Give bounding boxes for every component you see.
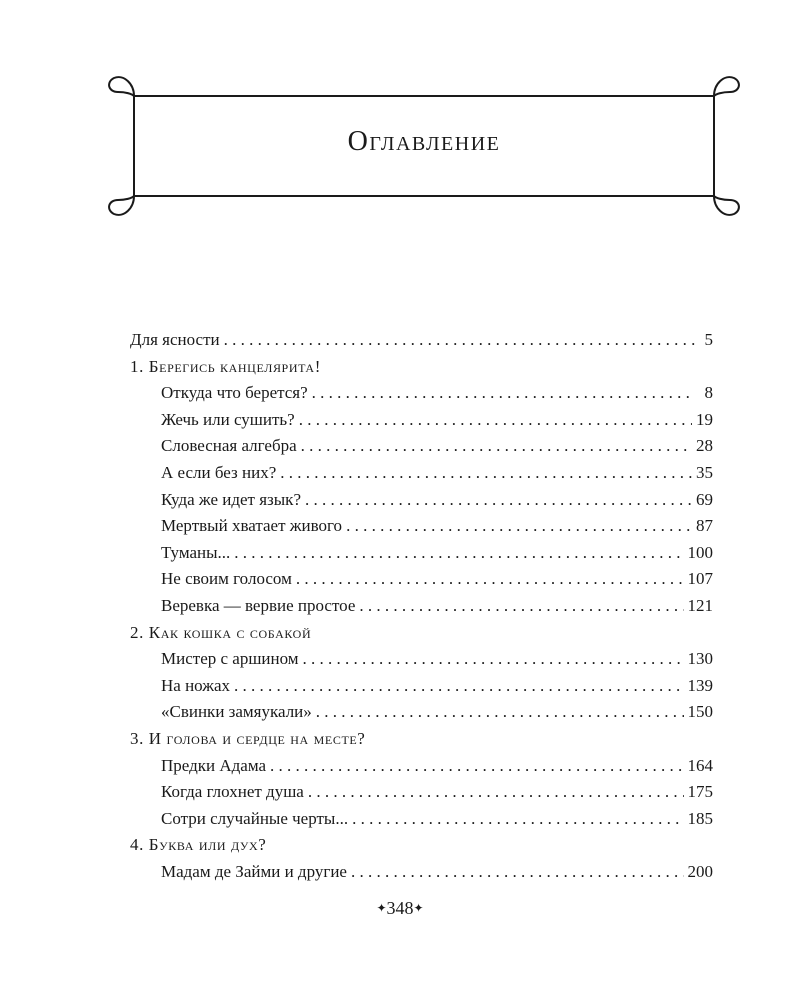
toc-entry [130,753,713,780]
toc-entry-title: Предки Адама [161,755,267,775]
toc-page-number: 164 [687,755,713,775]
toc-page-number: 150 [687,702,713,722]
title-frame [104,70,744,220]
dot-leader [308,779,684,806]
toc-page-number: 35 [696,462,713,482]
dot-leader [224,327,695,354]
dot-leader [301,433,692,460]
dot-leader [234,540,683,567]
toc-entry-title: Не своим голосом [161,569,292,589]
toc-page-number: 185 [687,808,713,828]
dot-leader [296,566,684,593]
toc-entry-title: «Свинки замяукали» [161,702,312,722]
dot-leader [312,380,695,407]
page-title: Оглавление [347,126,501,157]
toc-entry-title: Мистер с аршином [161,649,299,669]
toc-page-number: 5 [704,330,713,349]
toc-chapter-heading [130,832,713,859]
ornament-left-icon: ✦ [376,901,387,915]
toc-entry-title: Веревка — вервие простое [161,595,356,615]
toc-page-number: 87 [696,516,713,536]
toc-entry [130,407,713,434]
dot-leader [351,859,684,886]
toc-entry [130,566,713,593]
page-number-folio [0,898,800,919]
toc-entry-title: 4. Буква или дух? [130,835,267,855]
toc-entry-title: 3. И голова и сердце на месте? [130,728,366,748]
toc-page-number: 69 [696,489,713,509]
toc-entry [130,460,713,487]
toc-page-number: 121 [687,595,713,615]
toc-page-number: 200 [687,861,713,881]
toc-entry-title: А если без них? [161,462,277,482]
toc-entry [130,513,713,540]
dot-leader [352,806,683,833]
dot-leader [359,593,683,620]
dot-leader [305,487,692,514]
table-of-contents [130,327,713,885]
toc-entry [130,859,713,886]
toc-entry [130,673,713,700]
dot-leader [346,513,692,540]
toc-entry-title: Мертвый хватает живого [161,516,343,536]
toc-chapter-heading [130,354,713,381]
toc-page-number: 175 [687,782,713,802]
toc-entry [130,540,713,567]
toc-page-number: 139 [687,675,713,695]
dot-leader [280,460,692,487]
toc-entry-title: 2. Как кошка с собакой [130,622,312,642]
toc-entry-title: На ножах [161,675,231,695]
toc-chapter-heading [130,726,713,753]
toc-entry [130,593,713,620]
dot-leader [316,699,684,726]
ornament-right-icon: ✦ [413,901,424,915]
toc-entry-title: Куда же идет язык? [161,489,301,509]
toc-page-number: 19 [696,409,713,429]
toc-page-number: 8 [704,383,713,403]
toc-entry [130,779,713,806]
toc-entry-title: Для ясности [130,330,220,349]
dot-leader [299,407,692,434]
toc-entry-title: Туманы... [161,542,231,562]
dot-leader [303,646,684,673]
toc-page-number: 100 [687,542,713,562]
toc-entry [130,433,713,460]
toc-entry [130,699,713,726]
dot-leader [270,753,683,780]
toc-entry [130,380,713,407]
page-number: 348 [386,898,414,918]
toc-entry-title: Словесная алгебра [161,436,297,456]
toc-entry-title: Мадам де Займи и другие [161,861,347,881]
toc-entry-title: 1. Берегись канцелярита! [130,356,321,376]
toc-entry-title: Жечь или сушить? [161,409,295,429]
toc-page-number: 28 [696,436,713,456]
toc-entry-title: Откуда что берется? [161,383,308,403]
toc-entry [130,806,713,833]
toc-entry [130,487,713,514]
toc-entry-title: Когда глохнет душа [161,782,304,802]
toc-entry [130,646,713,673]
dot-leader [234,673,683,700]
toc-page-number: 130 [687,649,713,669]
toc-entry-title: Сотри случайные черты... [161,808,349,828]
toc-entry [130,327,713,354]
toc-page-number: 107 [687,569,713,589]
toc-chapter-heading [130,620,713,647]
